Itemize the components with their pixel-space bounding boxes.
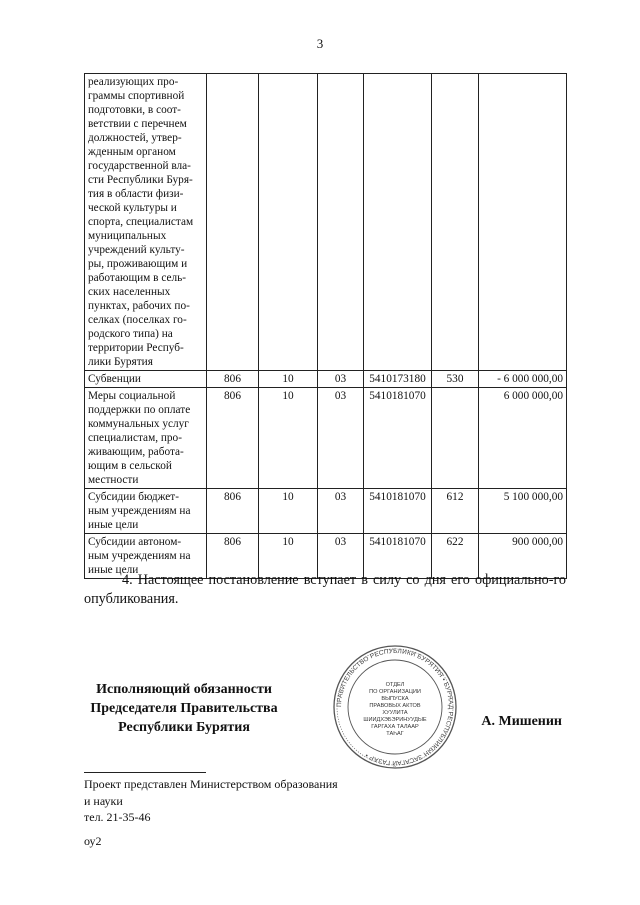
cell-name-line: ным учреждениям на [88, 550, 191, 562]
budget-table [84, 73, 567, 579]
cell-name-line: граммы спортивной [88, 90, 185, 102]
cell-amount: 5 100 000,00 [479, 489, 567, 534]
seal-text-line: ПРАВОВЫХ АКТОВ [369, 703, 421, 709]
signatory-name: А. Мишенин [481, 714, 562, 729]
seal-text-line: ВЫПУСКА [381, 696, 409, 702]
cell-name-line: Субсидии бюджет- [88, 491, 179, 503]
cell-name [85, 489, 207, 534]
cell-name-line: ских населенных [88, 286, 171, 298]
cell-name-line: ры, проживающим и [88, 258, 188, 270]
cell-expense-type [432, 74, 479, 371]
table-body [85, 74, 567, 579]
cell-grbs [207, 74, 259, 371]
cell-name-line: сти Республики Буря- [88, 174, 193, 186]
table-row [85, 74, 567, 371]
cell-name-line: иные цели [88, 564, 139, 576]
cell-name-line: селках (поселках го- [88, 314, 187, 326]
seal-text-line: ТАҺАГ [386, 731, 404, 737]
cell-name-line: работающим в сель- [88, 272, 187, 284]
seal-text-line: ПО ОРГАНИЗАЦИИ [369, 689, 421, 695]
cell-section: 10 [259, 388, 318, 489]
official-seal [332, 644, 458, 770]
cell-grbs: 806 [207, 388, 259, 489]
cell-subsection [318, 74, 364, 371]
cell-expense-type: 612 [432, 489, 479, 534]
cell-name-line: территории Респуб- [88, 342, 184, 354]
cell-name [85, 74, 207, 371]
cell-section [259, 74, 318, 371]
cell-name [85, 371, 207, 388]
cell-name-line: ветствии с перечнем [88, 118, 187, 130]
cell-target-article: 5410181070 [364, 388, 432, 489]
cell-grbs: 806 [207, 534, 259, 579]
cell-name-line: реализующих про- [88, 76, 179, 88]
cell-amount [479, 74, 567, 371]
cell-name-line: Меры социальной [88, 390, 176, 402]
cell-name-line: ческой культуры и [88, 202, 177, 214]
table-row [85, 371, 567, 388]
seal-text-line: ОТДЕЛ [385, 682, 405, 688]
signatory-title-line: Республики Бурятия [118, 720, 250, 735]
effective-date-paragraph: 4. Настоящее постановление вступает в силу со дня его официально-го опубликования. [84, 572, 566, 607]
seal-text-line: ХУУЛИТА [382, 710, 408, 716]
cell-subsection: 03 [318, 489, 364, 534]
cell-name-line: ющим в сельской [88, 460, 172, 472]
footnote-line: и науки [84, 793, 123, 808]
cell-name-line: учреждений культу- [88, 244, 185, 256]
cell-name-line: поддержки по оплате [88, 404, 191, 416]
cell-expense-type: 622 [432, 534, 479, 579]
cell-name-line: должностей, утвер- [88, 132, 182, 144]
cell-name-line: местности [88, 474, 139, 486]
cell-target-article: 5410181070 [364, 534, 432, 579]
cell-expense-type [432, 388, 479, 489]
table-row [85, 489, 567, 534]
cell-section: 10 [259, 534, 318, 579]
footnote-line: тел. 21-35-46 [84, 810, 151, 824]
cell-name-line: ным учреждениям на [88, 505, 191, 517]
cell-name-line: Субсидии автоном- [88, 536, 182, 548]
cell-target-article: 5410181070 [364, 489, 432, 534]
cell-name-line: иные цели [88, 519, 139, 531]
cell-target-article: 5410173180 [364, 371, 432, 388]
cell-section: 10 [259, 489, 318, 534]
table-row [85, 388, 567, 489]
cell-name [85, 388, 207, 489]
cell-amount: 6 000 000,00 [479, 388, 567, 489]
cell-name-line: коммунальных услуг [88, 418, 189, 430]
document-code: оу2 [84, 834, 102, 848]
cell-name-line: родского типа) на [88, 328, 173, 340]
cell-name-line: муниципальных [88, 230, 167, 242]
cell-name-line: лики Бурятия [88, 356, 153, 368]
cell-expense-type: 530 [432, 371, 479, 388]
cell-name-line: подготовки, в соот- [88, 104, 181, 116]
cell-name-line: жденным органом [88, 146, 176, 158]
footnote-line: Проект представлен Министерством образования [84, 777, 338, 791]
cell-name-line: тия в области физи- [88, 188, 184, 200]
seal-text-line: ГАРГАХА ТАЛААР [371, 724, 419, 730]
cell-grbs: 806 [207, 371, 259, 388]
page-number: 3 [316, 36, 324, 51]
cell-target-article [364, 74, 432, 371]
seal-text-line: ШИИДХЭБЭРИНУУДЫЕ [363, 717, 427, 723]
cell-subsection: 03 [318, 534, 364, 579]
cell-subsection: 03 [318, 388, 364, 489]
cell-section: 10 [259, 371, 318, 388]
cell-name-line: специалистам, про- [88, 432, 182, 444]
cell-name-line: спорта, специалистам [88, 216, 194, 228]
cell-amount: 900 000,00 [479, 534, 567, 579]
cell-name-line: пунктах, рабочих по- [88, 300, 190, 312]
cell-amount: - 6 000 000,00 [479, 371, 567, 388]
seal-outer-text: ПРАВИТЕЛЬСТВО РЕСПУБЛИКИ БУРЯТИЯ • БУРЯАД РЕСПУБЛИКЫН ЗАСАГАЙ ГАЗАР • [335, 647, 455, 767]
signatory-title-line: Исполняющий обязанности [96, 682, 272, 697]
cell-name-line: живающим, работа- [88, 446, 184, 458]
signatory-title [84, 680, 284, 737]
footnote-divider [84, 772, 206, 773]
cell-name-line: государственной вла- [88, 160, 191, 172]
cell-name-line: Субвенции [88, 373, 141, 385]
cell-subsection: 03 [318, 371, 364, 388]
cell-grbs: 806 [207, 489, 259, 534]
signatory-title-line: Председателя Правительства [90, 701, 278, 716]
footnote [84, 776, 384, 826]
